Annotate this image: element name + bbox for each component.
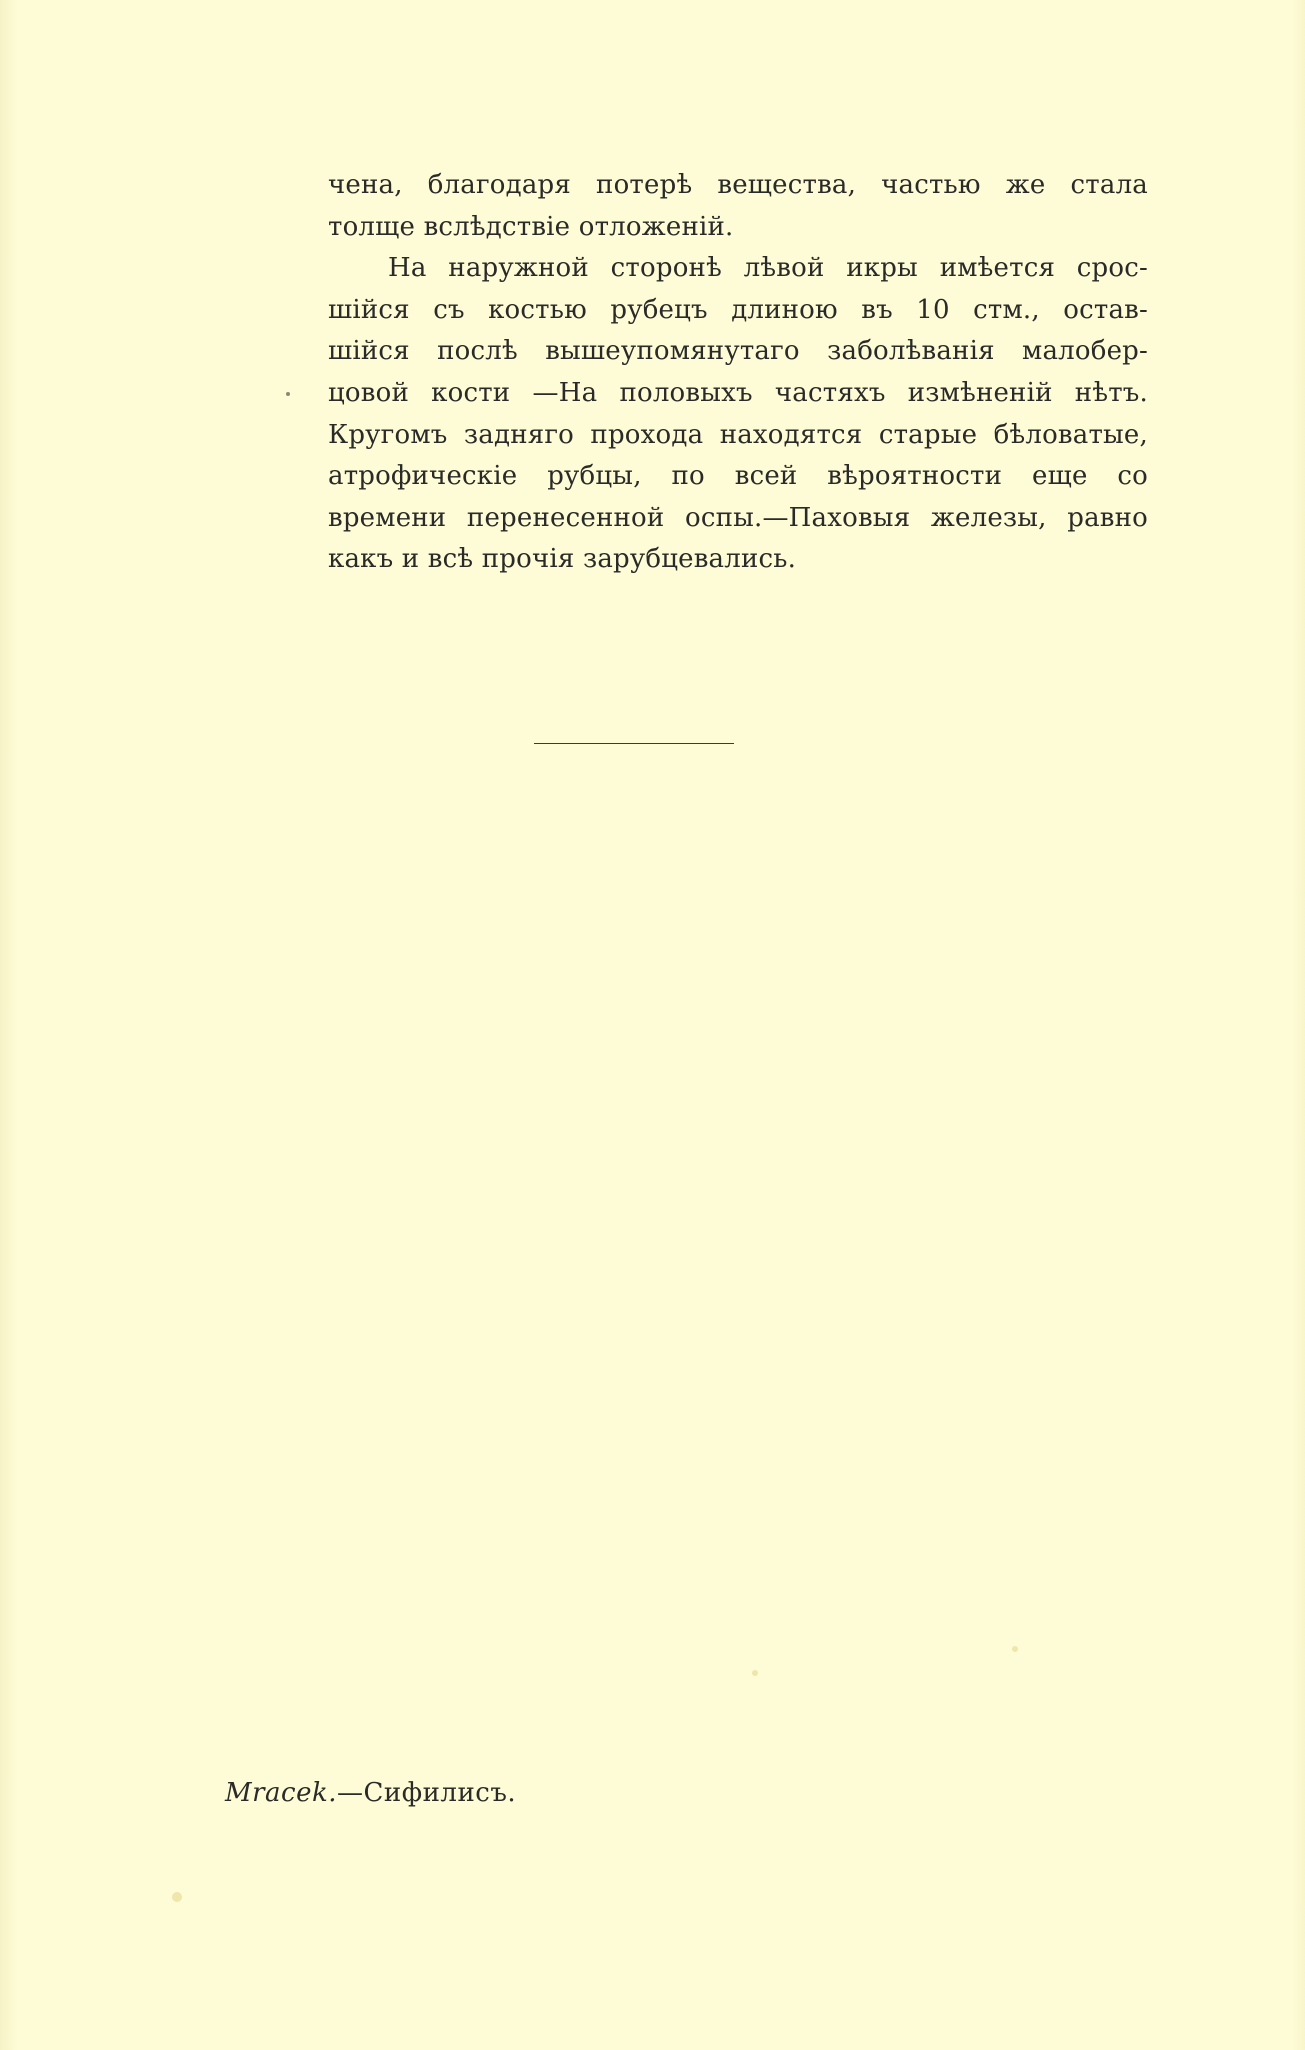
text-line: какъ и всѣ прочія зарубцевались.	[328, 544, 797, 575]
text-line: Кругомъ задняго прохода находятся старые бѣловатые,	[328, 419, 1148, 450]
footer-title: —Сифилисъ.	[337, 1778, 517, 1808]
text-line: шійся послѣ вышеупомянутаго заболѣванія малобер-	[328, 336, 1148, 367]
text-line: шійся съ костью рубецъ длиною въ 10 стм., остав-	[328, 294, 1148, 325]
text-line: На наружной сторонѣ лѣвой икры имѣется срос-	[388, 253, 1148, 284]
section-divider	[534, 743, 734, 744]
paper-speck	[286, 392, 290, 396]
paper-speck	[752, 1670, 758, 1676]
text-line: атрофическіе рубцы, по всей вѣроятности еще со	[328, 461, 1148, 492]
running-footer	[225, 1778, 516, 1808]
text-line: чена, благодаря потерѣ вещества, частью же стала	[328, 170, 1148, 200]
paper-speck	[172, 1892, 182, 1902]
text-line: цовой кости —На половыхъ частяхъ измѣненій нѣтъ.	[328, 377, 1148, 408]
text-line: времени перенесенной оспы.—Паховыя железы, равно	[328, 502, 1148, 533]
paper-speck	[1012, 1646, 1018, 1652]
body-text	[328, 165, 1148, 581]
text-line: толще вслѣдствіе отложеній.	[328, 211, 734, 242]
footer-author: Mracek.	[225, 1778, 338, 1808]
